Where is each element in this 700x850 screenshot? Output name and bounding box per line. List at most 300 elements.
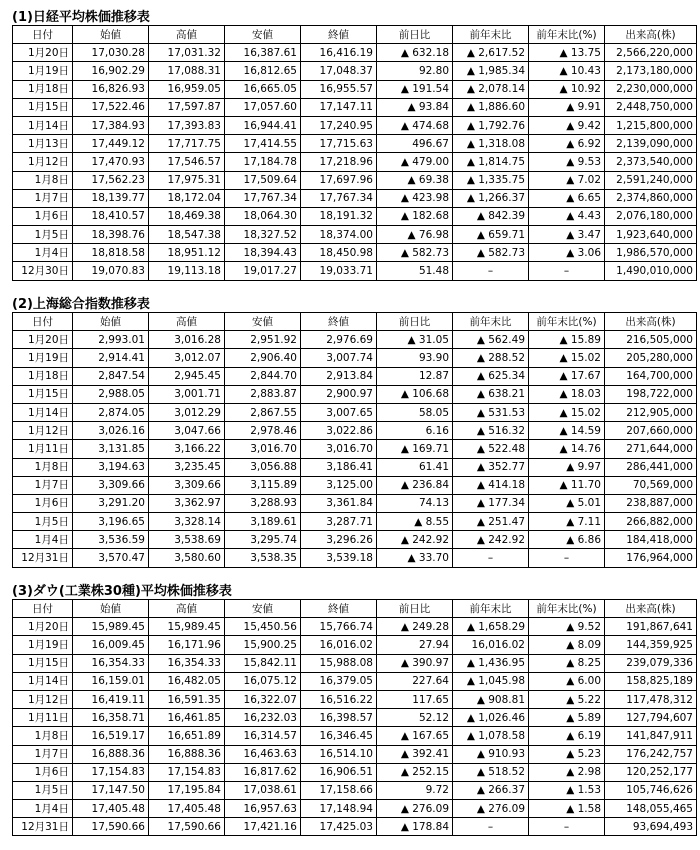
table-row bbox=[13, 494, 697, 512]
table-cell: – bbox=[453, 818, 529, 836]
table-cell: 17,767.34 bbox=[301, 189, 377, 207]
table-cell: 17,509.64 bbox=[225, 171, 301, 189]
table-cell: 1月8日 bbox=[13, 458, 73, 476]
table-cell: 17,030.28 bbox=[73, 44, 149, 62]
table-cell: ▲ 5.23 bbox=[529, 745, 605, 763]
table-cell: 93.90 bbox=[377, 349, 453, 367]
table-cell: 3,539.18 bbox=[301, 549, 377, 567]
table-cell: ▲ 93.84 bbox=[377, 98, 453, 116]
table-cell: 16,232.03 bbox=[225, 709, 301, 727]
table-cell: 3,166.22 bbox=[149, 440, 225, 458]
table-cell: ▲ 6.65 bbox=[529, 189, 605, 207]
table-cell: 1月6日 bbox=[13, 763, 73, 781]
table-cell: ▲ 8.25 bbox=[529, 654, 605, 672]
table-cell: ▲ 2,078.14 bbox=[453, 80, 529, 98]
table-cell: 6.16 bbox=[377, 422, 453, 440]
column-header: 安値 bbox=[225, 313, 301, 331]
table-row bbox=[13, 171, 697, 189]
table-cell: 184,418,000 bbox=[605, 531, 697, 549]
table-cell: 17,147.11 bbox=[301, 98, 377, 116]
table-cell: ▲ 6.00 bbox=[529, 672, 605, 690]
table-cell: 2,847.54 bbox=[73, 367, 149, 385]
table-cell: 17,088.31 bbox=[149, 62, 225, 80]
table-cell: 16,416.19 bbox=[301, 44, 377, 62]
table-cell: 3,538.35 bbox=[225, 549, 301, 567]
table-cell: 18,374.00 bbox=[301, 226, 377, 244]
table-cell: 3,194.63 bbox=[73, 458, 149, 476]
table-row bbox=[13, 80, 697, 98]
table-cell: 12.87 bbox=[377, 367, 453, 385]
table-cell: ▲ 17.67 bbox=[529, 367, 605, 385]
table-cell: 3,026.16 bbox=[73, 422, 149, 440]
table-cell: – bbox=[453, 549, 529, 567]
table-row bbox=[13, 458, 697, 476]
table-cell: 1月6日 bbox=[13, 494, 73, 512]
table-cell: ▲ 6.92 bbox=[529, 135, 605, 153]
table-cell: 1,215,800,000 bbox=[605, 116, 697, 134]
table-cell: 17,240.95 bbox=[301, 116, 377, 134]
table-row bbox=[13, 116, 697, 134]
table-cell: 266,882,000 bbox=[605, 513, 697, 531]
table-cell: 1月13日 bbox=[13, 135, 73, 153]
table-cell: 61.41 bbox=[377, 458, 453, 476]
table-cell: 16,159.01 bbox=[73, 672, 149, 690]
column-header: 前年末比 bbox=[453, 600, 529, 618]
column-header: 出来高(株) bbox=[605, 313, 697, 331]
table-cell: 15,988.08 bbox=[301, 654, 377, 672]
table-cell: 3,007.74 bbox=[301, 349, 377, 367]
table-cell: 17,405.48 bbox=[149, 800, 225, 818]
table-cell: 17,031.32 bbox=[149, 44, 225, 62]
table-cell: ▲ 167.65 bbox=[377, 727, 453, 745]
table-cell: 3,125.00 bbox=[301, 476, 377, 494]
table-cell: 105,746,626 bbox=[605, 781, 697, 799]
column-header: 終値 bbox=[301, 313, 377, 331]
table-cell: ▲ 7.11 bbox=[529, 513, 605, 531]
table-cell: 205,280,000 bbox=[605, 349, 697, 367]
table-cell: ▲ 11.70 bbox=[529, 476, 605, 494]
table-header-row bbox=[13, 26, 697, 44]
table-cell: ▲ 1,985.34 bbox=[453, 62, 529, 80]
table-cell: 3,538.69 bbox=[149, 531, 225, 549]
table-cell: 9.72 bbox=[377, 781, 453, 799]
table-cell: 15,766.74 bbox=[301, 618, 377, 636]
shanghai-section bbox=[12, 297, 693, 568]
table-row bbox=[13, 618, 697, 636]
table-cell: ▲ 1,318.08 bbox=[453, 135, 529, 153]
table-cell: 16,016.02 bbox=[453, 636, 529, 654]
table-cell: 15,450.56 bbox=[225, 618, 301, 636]
table-cell: ▲ 516.32 bbox=[453, 422, 529, 440]
table-cell: 238,887,000 bbox=[605, 494, 697, 512]
table-cell: 17,405.48 bbox=[73, 800, 149, 818]
table-cell: ▲ 266.37 bbox=[453, 781, 529, 799]
table-cell: 17,717.75 bbox=[149, 135, 225, 153]
table-cell: 16,075.12 bbox=[225, 672, 301, 690]
table-cell: ▲ 178.84 bbox=[377, 818, 453, 836]
table-cell: 3,056.88 bbox=[225, 458, 301, 476]
table-cell: 16,379.05 bbox=[301, 672, 377, 690]
table-cell: ▲ 9.91 bbox=[529, 98, 605, 116]
column-header: 高値 bbox=[149, 26, 225, 44]
table-cell: ▲ 1,266.37 bbox=[453, 189, 529, 207]
table-cell: 17,590.66 bbox=[149, 818, 225, 836]
table-cell: ▲ 582.73 bbox=[377, 244, 453, 262]
column-header: 日付 bbox=[13, 26, 73, 44]
table-cell: 1月19日 bbox=[13, 349, 73, 367]
column-header: 始値 bbox=[73, 313, 149, 331]
table-cell: 12月31日 bbox=[13, 549, 73, 567]
table-cell: ▲ 182.68 bbox=[377, 207, 453, 225]
table-cell: 16,812.65 bbox=[225, 62, 301, 80]
table-cell: 176,964,000 bbox=[605, 549, 697, 567]
table-cell: 17,038.61 bbox=[225, 781, 301, 799]
table-cell: 16,387.61 bbox=[225, 44, 301, 62]
table-cell: 16,514.10 bbox=[301, 745, 377, 763]
table-cell: 16,651.89 bbox=[149, 727, 225, 745]
table-cell: 1,986,570,000 bbox=[605, 244, 697, 262]
table-cell: 212,905,000 bbox=[605, 403, 697, 421]
table-cell: 164,700,000 bbox=[605, 367, 697, 385]
table-cell: ▲ 9.97 bbox=[529, 458, 605, 476]
table-cell: 2,076,180,000 bbox=[605, 207, 697, 225]
table-cell: 3,016.70 bbox=[225, 440, 301, 458]
table-row bbox=[13, 531, 697, 549]
table-header-row bbox=[13, 313, 697, 331]
table-cell: 27.94 bbox=[377, 636, 453, 654]
table-row bbox=[13, 636, 697, 654]
table-row bbox=[13, 153, 697, 171]
table-cell: 17,218.96 bbox=[301, 153, 377, 171]
table-cell: ▲ 479.00 bbox=[377, 153, 453, 171]
table-cell: 2,883.87 bbox=[225, 385, 301, 403]
table-cell: 2,906.40 bbox=[225, 349, 301, 367]
table-cell: ▲ 251.47 bbox=[453, 513, 529, 531]
nikkei-section bbox=[12, 10, 693, 281]
table-cell: 1月20日 bbox=[13, 331, 73, 349]
table-row bbox=[13, 654, 697, 672]
table-row bbox=[13, 385, 697, 403]
column-header: 前日比 bbox=[377, 600, 453, 618]
column-header: 前日比 bbox=[377, 313, 453, 331]
table-row bbox=[13, 262, 697, 280]
table-cell: ▲ 5.01 bbox=[529, 494, 605, 512]
table-cell: 3,580.60 bbox=[149, 549, 225, 567]
table-cell: ▲ 1,658.29 bbox=[453, 618, 529, 636]
table-cell: ▲ 522.48 bbox=[453, 440, 529, 458]
table-cell: 52.12 bbox=[377, 709, 453, 727]
table-cell: 16,463.63 bbox=[225, 745, 301, 763]
table-cell: 1月7日 bbox=[13, 745, 73, 763]
table-cell: 2,951.92 bbox=[225, 331, 301, 349]
table-cell: ▲ 242.92 bbox=[453, 531, 529, 549]
table-cell: 18,398.76 bbox=[73, 226, 149, 244]
table-cell: 1月14日 bbox=[13, 116, 73, 134]
table-cell: ▲ 242.92 bbox=[377, 531, 453, 549]
table-cell: ▲ 2.98 bbox=[529, 763, 605, 781]
table-cell: ▲ 1,078.58 bbox=[453, 727, 529, 745]
table-cell: ▲ 910.93 bbox=[453, 745, 529, 763]
column-header: 前年末比(%) bbox=[529, 600, 605, 618]
table-cell: 2,373,540,000 bbox=[605, 153, 697, 171]
table-cell: 17,425.03 bbox=[301, 818, 377, 836]
table-cell: 15,842.11 bbox=[225, 654, 301, 672]
table-header-row bbox=[13, 600, 697, 618]
table-cell: ▲ 169.71 bbox=[377, 440, 453, 458]
column-header: 前年末比 bbox=[453, 313, 529, 331]
table-cell: 2,978.46 bbox=[225, 422, 301, 440]
table-cell: ▲ 276.09 bbox=[453, 800, 529, 818]
table-cell: 3,288.93 bbox=[225, 494, 301, 512]
table-cell: – bbox=[529, 262, 605, 280]
table-row bbox=[13, 513, 697, 531]
table-cell: ▲ 6.19 bbox=[529, 727, 605, 745]
table-cell: 16,419.11 bbox=[73, 690, 149, 708]
table-cell: 16,959.05 bbox=[149, 80, 225, 98]
table-cell: 17,048.37 bbox=[301, 62, 377, 80]
table-cell: 148,055,465 bbox=[605, 800, 697, 818]
table-cell: 15,989.45 bbox=[149, 618, 225, 636]
table-cell: 70,569,000 bbox=[605, 476, 697, 494]
table-cell: 17,148.94 bbox=[301, 800, 377, 818]
table-cell: 1月12日 bbox=[13, 690, 73, 708]
table-cell: ▲ 177.34 bbox=[453, 494, 529, 512]
table-cell: ▲ 10.43 bbox=[529, 62, 605, 80]
table-row bbox=[13, 800, 697, 818]
column-header: 高値 bbox=[149, 313, 225, 331]
table-cell: 3,047.66 bbox=[149, 422, 225, 440]
table-cell: 2,591,240,000 bbox=[605, 171, 697, 189]
table-cell: ▲ 842.39 bbox=[453, 207, 529, 225]
table-cell: ▲ 13.75 bbox=[529, 44, 605, 62]
table-cell: – bbox=[529, 549, 605, 567]
table-cell: ▲ 1,886.60 bbox=[453, 98, 529, 116]
table-cell: 144,359,925 bbox=[605, 636, 697, 654]
shanghai-title: (2)上海総合指数推移表 bbox=[12, 297, 150, 312]
table-cell: 117,478,312 bbox=[605, 690, 697, 708]
table-cell: 3,001.71 bbox=[149, 385, 225, 403]
table-cell: 18,410.57 bbox=[73, 207, 149, 225]
table-cell: ▲ 531.53 bbox=[453, 403, 529, 421]
table-cell: 2,976.69 bbox=[301, 331, 377, 349]
table-cell: 1月8日 bbox=[13, 727, 73, 745]
dow-table bbox=[12, 599, 697, 836]
table-cell: 496.67 bbox=[377, 135, 453, 153]
table-cell: 18,327.52 bbox=[225, 226, 301, 244]
table-cell: 1月20日 bbox=[13, 44, 73, 62]
table-row bbox=[13, 349, 697, 367]
table-cell: 17,975.31 bbox=[149, 171, 225, 189]
table-cell: 117.65 bbox=[377, 690, 453, 708]
table-cell: 1月19日 bbox=[13, 62, 73, 80]
table-row bbox=[13, 781, 697, 799]
table-cell: 16,902.29 bbox=[73, 62, 149, 80]
table-row bbox=[13, 207, 697, 225]
table-cell: 1月7日 bbox=[13, 476, 73, 494]
table-cell: 1月19日 bbox=[13, 636, 73, 654]
column-header: 終値 bbox=[301, 26, 377, 44]
table-cell: 3,570.47 bbox=[73, 549, 149, 567]
table-cell: 1月15日 bbox=[13, 385, 73, 403]
table-cell: ▲ 15.89 bbox=[529, 331, 605, 349]
table-cell: ▲ 1,436.95 bbox=[453, 654, 529, 672]
dow-title: (3)ダウ(工業株30種)平均株価推移表 bbox=[12, 584, 232, 599]
table-cell: 1月11日 bbox=[13, 440, 73, 458]
table-cell: ▲ 7.02 bbox=[529, 171, 605, 189]
table-cell: ▲ 252.15 bbox=[377, 763, 453, 781]
table-cell: 191,867,641 bbox=[605, 618, 697, 636]
table-cell: 19,113.18 bbox=[149, 262, 225, 280]
table-cell: ▲ 1.53 bbox=[529, 781, 605, 799]
table-cell: 1月8日 bbox=[13, 171, 73, 189]
table-row bbox=[13, 672, 697, 690]
table-cell: 3,022.86 bbox=[301, 422, 377, 440]
table-cell: 17,546.57 bbox=[149, 153, 225, 171]
table-cell: ▲ 14.59 bbox=[529, 422, 605, 440]
table-cell: 141,847,911 bbox=[605, 727, 697, 745]
table-cell: 2,173,180,000 bbox=[605, 62, 697, 80]
table-cell: ▲ 908.81 bbox=[453, 690, 529, 708]
column-header: 高値 bbox=[149, 600, 225, 618]
table-cell: ▲ 638.21 bbox=[453, 385, 529, 403]
table-cell: 58.05 bbox=[377, 403, 453, 421]
table-cell: 16,171.96 bbox=[149, 636, 225, 654]
table-cell: 2,900.97 bbox=[301, 385, 377, 403]
table-cell: – bbox=[529, 818, 605, 836]
column-header: 前年末比(%) bbox=[529, 313, 605, 331]
table-cell: 16,888.36 bbox=[149, 745, 225, 763]
table-cell: 16,346.45 bbox=[301, 727, 377, 745]
table-cell: 15,900.25 bbox=[225, 636, 301, 654]
table-cell: 3,295.74 bbox=[225, 531, 301, 549]
table-cell: ▲ 414.18 bbox=[453, 476, 529, 494]
table-cell: 1月12日 bbox=[13, 422, 73, 440]
table-cell: ▲ 518.52 bbox=[453, 763, 529, 781]
table-cell: ▲ 15.02 bbox=[529, 403, 605, 421]
table-cell: ▲ 9.42 bbox=[529, 116, 605, 134]
table-cell: 12月30日 bbox=[13, 262, 73, 280]
table-cell: 3,189.61 bbox=[225, 513, 301, 531]
table-cell: 16,016.02 bbox=[301, 636, 377, 654]
table-cell: ▲ 1.58 bbox=[529, 800, 605, 818]
table-cell: 16,826.93 bbox=[73, 80, 149, 98]
column-header: 前日比 bbox=[377, 26, 453, 44]
table-cell: 15,989.45 bbox=[73, 618, 149, 636]
table-cell: 3,186.41 bbox=[301, 458, 377, 476]
table-cell: 3,296.26 bbox=[301, 531, 377, 549]
table-cell: ▲ 9.53 bbox=[529, 153, 605, 171]
table-cell: 1月20日 bbox=[13, 618, 73, 636]
table-row bbox=[13, 44, 697, 62]
table-row bbox=[13, 818, 697, 836]
table-cell: ▲ 8.09 bbox=[529, 636, 605, 654]
table-cell: 92.80 bbox=[377, 62, 453, 80]
table-cell: 16,354.33 bbox=[149, 654, 225, 672]
table-cell: 18,191.32 bbox=[301, 207, 377, 225]
table-cell: 176,242,757 bbox=[605, 745, 697, 763]
table-cell: 17,154.83 bbox=[73, 763, 149, 781]
table-cell: 120,252,177 bbox=[605, 763, 697, 781]
table-cell: 16,314.57 bbox=[225, 727, 301, 745]
table-cell: 16,516.22 bbox=[301, 690, 377, 708]
table-cell: 1月18日 bbox=[13, 80, 73, 98]
dow-section bbox=[12, 584, 693, 836]
table-cell: 17,384.93 bbox=[73, 116, 149, 134]
table-cell: 1月5日 bbox=[13, 781, 73, 799]
table-cell: 17,195.84 bbox=[149, 781, 225, 799]
table-cell: 17,393.83 bbox=[149, 116, 225, 134]
table-row bbox=[13, 727, 697, 745]
table-cell: 17,562.23 bbox=[73, 171, 149, 189]
nikkei-title: (1)日経平均株価推移表 bbox=[12, 10, 150, 25]
table-cell: 1月5日 bbox=[13, 513, 73, 531]
table-row bbox=[13, 135, 697, 153]
table-row bbox=[13, 62, 697, 80]
table-cell: 3,235.45 bbox=[149, 458, 225, 476]
table-row bbox=[13, 331, 697, 349]
table-cell: 16,665.05 bbox=[225, 80, 301, 98]
table-cell: 3,012.07 bbox=[149, 349, 225, 367]
table-cell: 271,644,000 bbox=[605, 440, 697, 458]
table-cell: 16,944.41 bbox=[225, 116, 301, 134]
table-cell: 17,522.46 bbox=[73, 98, 149, 116]
table-row bbox=[13, 763, 697, 781]
table-cell: 207,660,000 bbox=[605, 422, 697, 440]
table-cell: 2,993.01 bbox=[73, 331, 149, 349]
table-cell: 51.48 bbox=[377, 262, 453, 280]
table-cell: ▲ 562.49 bbox=[453, 331, 529, 349]
column-header: 安値 bbox=[225, 600, 301, 618]
table-cell: ▲ 1,026.46 bbox=[453, 709, 529, 727]
table-cell: 239,079,336 bbox=[605, 654, 697, 672]
table-cell: 16,009.45 bbox=[73, 636, 149, 654]
table-cell: 18,818.58 bbox=[73, 244, 149, 262]
column-header: 始値 bbox=[73, 600, 149, 618]
table-cell: ▲ 1,814.75 bbox=[453, 153, 529, 171]
table-cell: ▲ 392.41 bbox=[377, 745, 453, 763]
table-cell: 16,888.36 bbox=[73, 745, 149, 763]
table-cell: 1月4日 bbox=[13, 244, 73, 262]
table-cell: 1月15日 bbox=[13, 654, 73, 672]
table-cell: 19,017.27 bbox=[225, 262, 301, 280]
table-row bbox=[13, 745, 697, 763]
table-cell: 2,374,860,000 bbox=[605, 189, 697, 207]
table-cell: 198,722,000 bbox=[605, 385, 697, 403]
column-header: 日付 bbox=[13, 313, 73, 331]
table-cell: ▲ 10.92 bbox=[529, 80, 605, 98]
table-cell: 16,955.57 bbox=[301, 80, 377, 98]
table-cell: ▲ 3.06 bbox=[529, 244, 605, 262]
table-cell: 2,945.45 bbox=[149, 367, 225, 385]
table-row bbox=[13, 367, 697, 385]
table-cell: ▲ 659.71 bbox=[453, 226, 529, 244]
table-cell: ▲ 625.34 bbox=[453, 367, 529, 385]
column-header: 出来高(株) bbox=[605, 26, 697, 44]
table-row bbox=[13, 422, 697, 440]
table-cell: 216,505,000 bbox=[605, 331, 697, 349]
table-cell: ▲ 2,617.52 bbox=[453, 44, 529, 62]
nikkei-table bbox=[12, 25, 697, 281]
table-cell: 1月11日 bbox=[13, 709, 73, 727]
table-cell: 2,913.84 bbox=[301, 367, 377, 385]
table-cell: 18,064.30 bbox=[225, 207, 301, 225]
table-cell: 17,767.34 bbox=[225, 189, 301, 207]
table-cell: ▲ 1,335.75 bbox=[453, 171, 529, 189]
table-cell: 16,398.57 bbox=[301, 709, 377, 727]
table-cell: 16,906.51 bbox=[301, 763, 377, 781]
table-cell: 2,139,090,000 bbox=[605, 135, 697, 153]
column-header: 出来高(株) bbox=[605, 600, 697, 618]
